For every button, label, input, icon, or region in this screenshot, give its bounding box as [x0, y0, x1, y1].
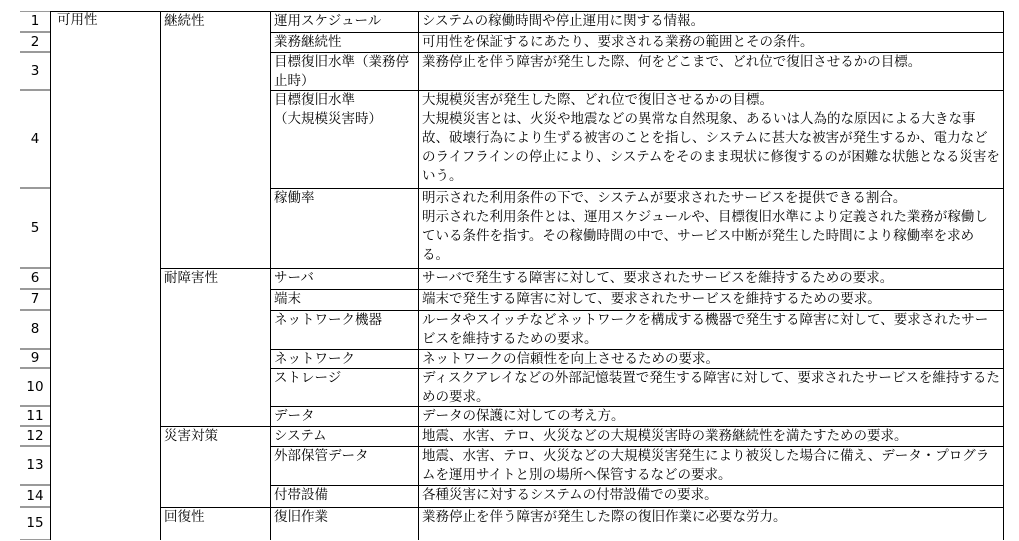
- row-number[interactable]: 1: [20, 11, 50, 32]
- item-cell: 外部保管データ: [274, 448, 369, 464]
- column-b-label: 可用性: [57, 12, 98, 28]
- item-cell: ストレージ: [274, 370, 342, 386]
- description-cell: 端末で発生する障害に対して、要求されたサービスを維持するための要求。: [422, 291, 881, 307]
- item-cell: 復旧作業: [274, 509, 328, 525]
- row-number[interactable]: 9: [20, 349, 50, 368]
- item-cell: 業務継続性: [274, 34, 342, 50]
- row-number[interactable]: 3: [20, 52, 50, 90]
- column-border: [418, 11, 419, 540]
- description-cell: ルータやスイッチなどネットワークを構成する機器で発生する障害に対して、要求されたサービスを維持するための要求。: [422, 312, 989, 347]
- item-cell: 目標復旧水準 （大規模災害時）: [274, 92, 382, 127]
- description-cell: ネットワークの信頼性を向上させるための要求。: [422, 351, 719, 367]
- category-cell: 回復性: [164, 509, 205, 525]
- row-number[interactable]: 11: [20, 406, 50, 426]
- item-cell: 付帯設備: [274, 487, 328, 503]
- item-cell: ネットワーク: [274, 351, 355, 367]
- description-cell: 明示された利用条件の下で、システムが要求されたサービスを提供できる割合。 明示された利用条件とは、運用スケジュールや、目標復旧水準により定義された業務が稼働している条件を指す。その稼働時間の中で、サービス中断が発生した時間により稼働率を求める。: [422, 190, 988, 263]
- description-cell: 大規模災害が発生した際、どれ位で復旧させるかの目標。 大規模災害とは、火災や地震などの異常な自然現象、あるいは人為的な原因による大きな事故、破壊行為により生ずる被害のことを指し、システムに甚大な被害が発生するか、電力などのライフラインの停止により、システムをそのまま現状に修復するのが困難な状態となる災害をいう。: [422, 92, 1000, 184]
- row-number[interactable]: 13: [20, 446, 50, 485]
- row-number[interactable]: 15: [20, 507, 50, 540]
- item-cell: データ: [274, 408, 315, 424]
- description-cell: 業務停止を伴う障害が発生した際、何をどこまで、どれ位で復旧させるかの目標。: [422, 54, 922, 70]
- item-cell: システム: [274, 428, 327, 444]
- row-number[interactable]: 2: [20, 32, 50, 52]
- row-number[interactable]: 10: [20, 368, 50, 406]
- column-border: [160, 11, 161, 540]
- description-cell: 地震、水害、テロ、火災などの大規模災害発生により被災した場合に備え、データ・プログラムを運用サイトと別の場所へ保管するなどの要求。: [422, 448, 990, 483]
- description-cell: データの保護に対しての考え方。: [422, 408, 625, 424]
- column-border: [270, 11, 271, 540]
- description-cell: 可用性を保証するにあたり、要求される業務の範囲とその条件。: [422, 34, 814, 50]
- item-cell: ネットワーク機器: [274, 312, 382, 328]
- row-number[interactable]: 7: [20, 289, 50, 310]
- row-number[interactable]: 4: [20, 90, 50, 188]
- item-cell: 運用スケジュール: [274, 13, 382, 29]
- description-cell: サーバで発生する障害に対して、要求されたサービスを維持するための要求。: [422, 270, 894, 286]
- description-cell: ディスクアレイなどの外部記憶装置で発生する障害に対して、要求されたサービスを維持するための要求。: [422, 370, 1000, 405]
- description-cell: 地震、水害、テロ、火災などの大規模災害時の業務継続性を満たすための要求。: [422, 428, 908, 444]
- column-border: [1003, 11, 1004, 540]
- item-cell: 端末: [274, 291, 301, 307]
- description-cell: 各種災害に対するシステムの付帯設備での要求。: [422, 487, 718, 503]
- category-cell: 災害対策: [164, 428, 218, 444]
- row-number[interactable]: 14: [20, 485, 50, 507]
- category-cell: 継続性: [164, 13, 205, 29]
- row-number[interactable]: 6: [20, 268, 50, 289]
- item-cell: サーバ: [274, 270, 314, 286]
- category-cell: 耐障害性: [164, 270, 218, 286]
- item-cell: 目標復旧水準（業務停止時）: [274, 54, 409, 89]
- description-cell: 業務停止を伴う障害が発生した際の復旧作業に必要な労力。: [422, 509, 787, 525]
- row-number[interactable]: 12: [20, 426, 50, 446]
- item-cell: 稼働率: [274, 190, 315, 206]
- description-cell: システムの稼働時間や停止運用に関する情報。: [422, 13, 705, 29]
- column-border: [50, 11, 51, 540]
- row-number[interactable]: 5: [20, 188, 50, 268]
- row-number[interactable]: 8: [20, 310, 50, 349]
